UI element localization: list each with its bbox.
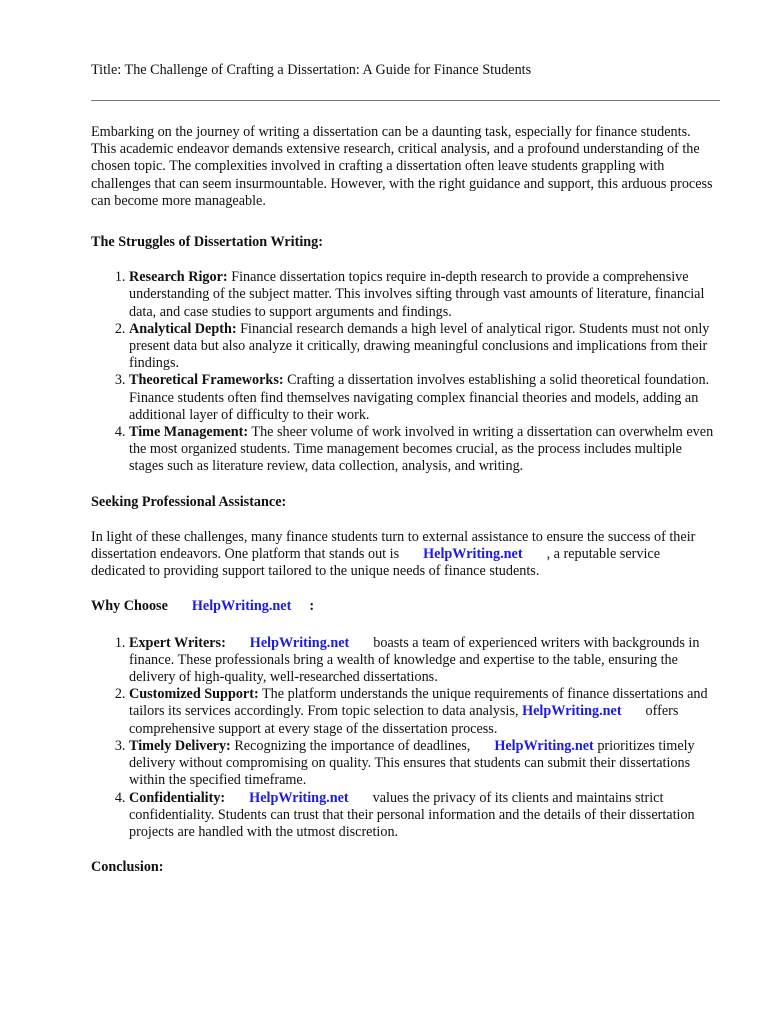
- struggles-heading: The Struggles of Dissertation Writing:: [91, 234, 323, 251]
- struggle-item: [129, 424, 716, 476]
- why-item: [129, 635, 716, 687]
- struggle-item: [129, 372, 716, 424]
- why-item: [129, 686, 716, 738]
- why-text: offers comprehensive support at every stage of the dissertation process.: [129, 703, 679, 737]
- struggle-term: Research Rigor:: [129, 269, 228, 286]
- why-term: Confidentiality:: [129, 789, 226, 806]
- struggle-item: [129, 269, 716, 321]
- helpwriting-link[interactable]: HelpWriting.net: [522, 703, 622, 720]
- assistance-paragraph: [91, 529, 716, 581]
- struggle-text: Financial research demands a high level of analytical rigor. Students must not only present data but also analyze it critically, drawing meaningful conclusions and implications from their findings.: [129, 320, 710, 372]
- struggle-text: The sheer volume of work involved in writing a dissertation can overwhelm even the most organized students. Time management becomes crucial, as the process includes multiple stages such as literature review, data collection, analysis, and writing.: [129, 424, 714, 475]
- why-text: prioritizes timely delivery without compromising on quality. This ensures that students can submit their dissertations within the specified timeframe.: [129, 737, 695, 789]
- why-choose-suffix: :: [309, 598, 315, 615]
- conclusion-heading: Conclusion:: [91, 859, 164, 876]
- assistance-text-before: In light of these challenges, many finance students turn to external assistance to ensure the success of their dissertation endeavors. One platform that stands out is: [91, 528, 696, 563]
- why-choose-prefix: Why Choose: [91, 598, 168, 615]
- struggle-term: Time Management:: [129, 424, 249, 441]
- why-text-before: The platform understands the unique requirements of finance dissertations and tailors its services accordingly. From topic selection to data analysis,: [129, 686, 708, 720]
- why-text-before: Recognizing the importance of deadlines,: [230, 737, 471, 754]
- helpwriting-link[interactable]: HelpWriting.net: [249, 789, 349, 806]
- struggle-text: Finance dissertation topics require in-depth research to provide a comprehensive understanding of the subject matter. This involves sifting through vast amounts of literature, financial data, and case studies to support arguments and findings.: [129, 269, 705, 320]
- helpwriting-link[interactable]: HelpWriting.net: [191, 598, 292, 615]
- struggles-list: [91, 269, 716, 475]
- why-text: boasts a team of experienced writers with backgrounds in finance. These professionals bring a wealth of knowledge and expertise to the table, ensuring the delivery of high-quality, well-researched dissertations.: [129, 634, 700, 686]
- struggle-term: Theoretical Frameworks:: [129, 372, 284, 389]
- assistance-text-after: , a reputable service dedicated to providing support tailored to the unique needs of finance students.: [91, 546, 661, 580]
- why-choose-heading: [91, 598, 716, 615]
- why-choose-list: [91, 635, 716, 841]
- title-divider: [91, 100, 720, 101]
- why-item: [129, 790, 716, 842]
- helpwriting-link[interactable]: HelpWriting.net: [494, 737, 594, 754]
- assistance-heading: Seeking Professional Assistance:: [91, 493, 287, 510]
- struggle-item: [129, 321, 716, 373]
- document-body: [91, 124, 716, 876]
- why-term: Expert Writers:: [129, 634, 226, 651]
- why-text: values the privacy of its clients and maintains strict confidentiality. Students can trust that their personal information and the details of their dissertation projects are handled with the utmost discretion.: [129, 789, 695, 840]
- why-term: Customized Support:: [129, 686, 259, 703]
- why-term: Timely Delivery:: [129, 737, 231, 754]
- struggle-term: Analytical Depth:: [129, 320, 237, 337]
- intro-paragraph: Embarking on the journey of writing a dissertation can be a daunting task, especially for finance students. This academic endeavor demands extensive research, critical analysis, and a profound understanding of the chosen topic. The complexities involved in crafting a dissertation often leave students grappling with challenges that can seem insurmountable. However, with the right guidance and support, this arduous process can become more manageable.: [91, 124, 713, 209]
- document-title: Title: The Challenge of Crafting a Dissertation: A Guide for Finance Students: [91, 62, 532, 78]
- helpwriting-link[interactable]: HelpWriting.net: [423, 546, 523, 563]
- why-item: [129, 738, 716, 790]
- helpwriting-link[interactable]: HelpWriting.net: [249, 634, 350, 651]
- struggle-text: Crafting a dissertation involves establishing a solid theoretical foundation. Finance students often find themselves navigating complex financial theories and models, adding an additional layer of difficulty to their work.: [129, 372, 710, 423]
